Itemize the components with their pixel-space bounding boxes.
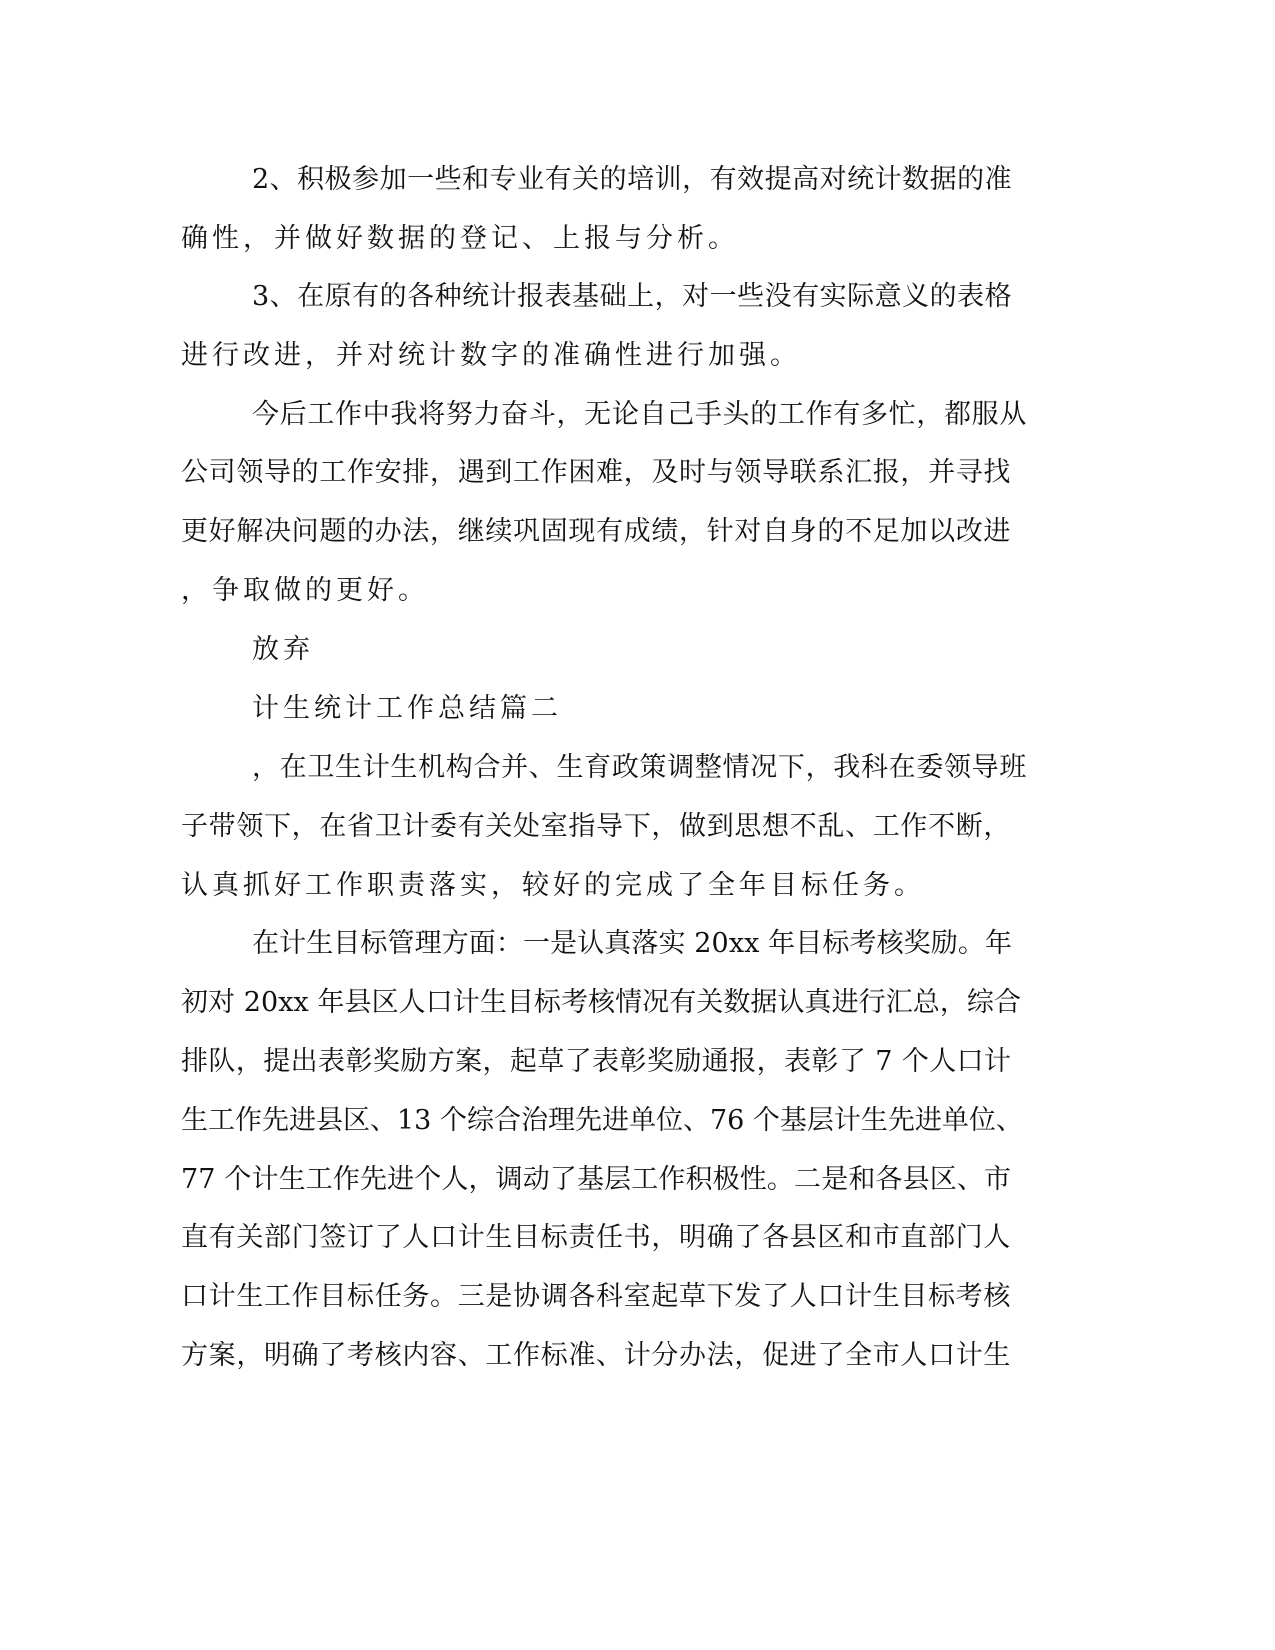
text-line: ，争取做的更好。 [181,575,429,606]
text-line: 直有关部门签订了人口计生目标责任书，明确了各县区和市直部门人 [181,1222,1012,1253]
text-line: 确性，并做好数据的登记、上报与分析。 [181,223,739,254]
text-line: 2、积极参加一些和专业有关的培训，有效提高对统计数据的准 [252,164,1013,195]
text-line: 初对 20xx 年县区人口计生目标考核情况有关数据认真进行汇总，综合 [181,987,1022,1018]
text-line: 放弃 [252,634,314,665]
text-line: 方案，明确了考核内容、工作标准、计分办法，促进了全市人口计生 [181,1340,1012,1371]
text-line: 子带领下，在省卫计委有关处室指导下，做到思想不乱、工作不断， [181,811,1012,842]
text-line: 77 个计生工作先进个人，调动了基层工作积极性。二是和各县区、市 [181,1164,1012,1195]
text-line: 3、在原有的各种统计报表基础上，对一些没有实际意义的表格 [252,281,1013,312]
text-line: 生工作先进县区、13 个综合治理先进单位、76 个基层计生先进单位、 [181,1105,1023,1136]
text-line: 在计生目标管理方面：一是认真落实 20xx 年目标考核奖励。年 [252,928,1013,959]
text-line: 更好解决问题的办法，继续巩固现有成绩，针对自身的不足加以改进 [181,516,1012,547]
text-line: 口计生工作目标任务。三是协调各科室起草下发了人口计生目标考核 [181,1281,1012,1312]
text-line: 公司领导的工作安排，遇到工作困难，及时与领导联系汇报，并寻找 [181,457,1012,488]
text-line: 进行改进，并对统计数字的准确性进行加强。 [181,340,801,371]
text-line: ，在卫生计生机构合并、生育政策调整情况下，我科在委领导班 [252,752,1028,783]
text-line: 认真抓好工作职责落实，较好的完成了全年目标任务。 [181,870,925,901]
section-heading: 计生统计工作总结篇二 [252,693,562,724]
text-line: 今后工作中我将努力奋斗，无论自己手头的工作有多忙，都服从 [252,399,1028,430]
text-line: 排队，提出表彰奖励方案，起草了表彰奖励通报，表彰了 7 个人口计 [181,1046,1012,1077]
